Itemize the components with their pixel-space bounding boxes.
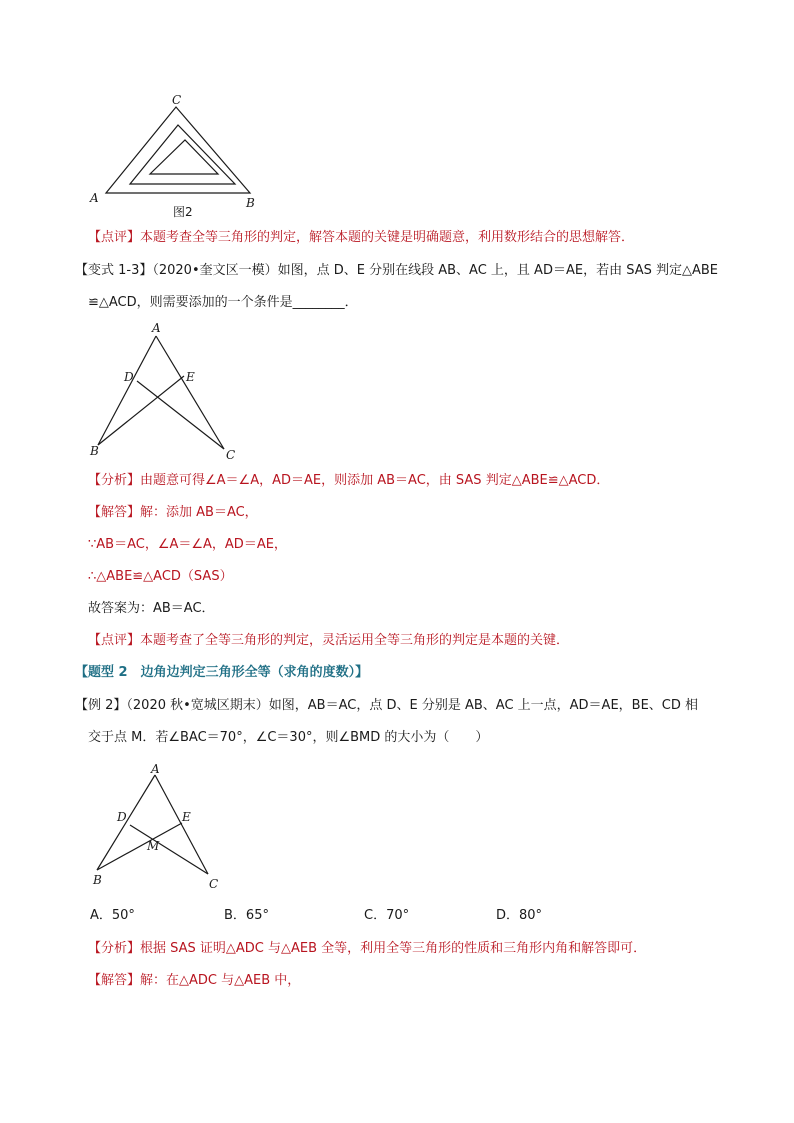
label-d: D [117, 810, 127, 824]
label-d: D [124, 370, 134, 384]
label-a: A [152, 321, 161, 335]
answer-1-line-3: ∴△ABE≌△ACD（SAS） [88, 569, 233, 584]
figure-caption: 图2 [173, 205, 193, 219]
answer-1-line-1: 【解答】解：添加 AB＝AC， [88, 505, 258, 520]
choice-b: B．65° [224, 908, 269, 923]
answer-1-line-4: 故答案为：AB＝AC． [88, 601, 215, 616]
choice-d: D．80° [496, 908, 543, 923]
variant-question-line-1: 【变式 1-3】（2020•奎文区一模）如图，点 D、E 分别在线段 AB、AC 上，且 AD＝AE，若由 SAS 判定△ABE [75, 263, 718, 278]
label-m: M [147, 839, 160, 853]
example-question-line-2: 交于点 M．若∠BAC＝70°，∠C＝30°，则∠BMD 的大小为（ ） [88, 730, 489, 745]
variant-question-line-2: ≌△ACD，则需要添加的一个条件是________． [88, 295, 358, 310]
type-heading: 【题型 2 边角边判定三角形全等（求角的度数）】 [75, 665, 369, 680]
review-2: 【点评】本题考查了全等三角形的判定，灵活运用全等三角形的判定是本题的关键． [88, 633, 570, 648]
example-question-line-1: 【例 2】（2020 秋•宽城区期末）如图，AB＝AC，点 D、E 分别是 AB、AC 上一点，AD＝AE，BE、CD 相 [75, 698, 699, 713]
review-1: 【点评】本题考查全等三角形的判定，解答本题的关键是明确题意，利用数形结合的思想解答． [88, 230, 635, 245]
choice-c: C．70° [364, 908, 410, 923]
answer-1-line-2: ∵AB＝AC，∠A＝∠A，AD＝AE， [88, 537, 287, 552]
label-b: B [246, 196, 255, 210]
label-a: A [90, 191, 99, 205]
label-c: C [209, 877, 219, 891]
analysis-2: 【分析】根据 SAS 证明△ADC 与△AEB 全等，利用全等三角形的性质和三角形内角和解答即可． [88, 941, 647, 956]
choice-a: A．50° [90, 908, 135, 923]
label-b: B [93, 873, 102, 887]
label-e: E [186, 370, 195, 384]
label-c: C [226, 448, 236, 462]
label-e: E [182, 810, 191, 824]
answer-2-line-1: 【解答】解：在△ADC 与△AEB 中， [88, 973, 301, 988]
label-a: A [151, 762, 160, 776]
label-b: B [90, 444, 99, 458]
label-c: C [172, 93, 182, 107]
analysis-1: 【分析】由题意可得∠A＝∠A，AD＝AE，则添加 AB＝AC，由 SAS 判定△ABE≌△ACD． [88, 473, 610, 488]
